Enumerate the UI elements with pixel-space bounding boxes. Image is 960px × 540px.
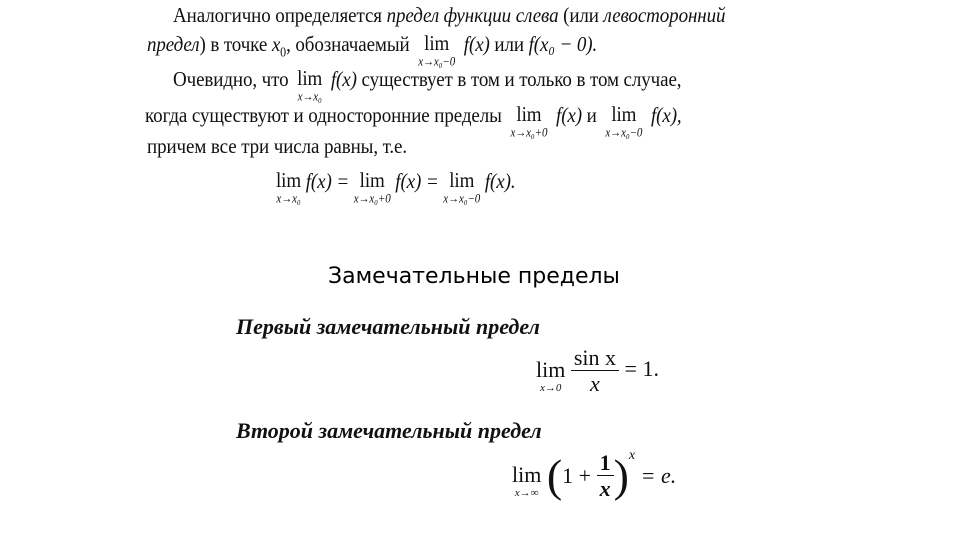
lim-left	[443, 170, 480, 206]
lim-word: lim	[536, 357, 566, 383]
lim	[512, 464, 541, 499]
second-limit-heading: Второй замечательный предел	[236, 418, 542, 443]
text: , обозначаемый	[286, 33, 410, 57]
math-fx0: f(x₀ − 0).	[528, 33, 598, 57]
numerator: sin x	[571, 345, 619, 371]
math-fx: f(x) =	[395, 170, 439, 194]
lim-right	[510, 104, 547, 140]
math-fx: f(x)	[463, 33, 490, 57]
text: ) в точке	[199, 33, 272, 57]
slide-title: Замечательные пределы	[328, 264, 620, 289]
fraction	[571, 345, 619, 397]
text: Очевидно, что	[173, 68, 289, 92]
exponent: x	[628, 448, 636, 463]
rhs: = 1.	[624, 355, 659, 381]
lim-sub: x→x₀+0	[510, 126, 548, 140]
lim-sub: x→x₀−0	[418, 55, 456, 69]
text: когда существуют и односторонние пределы	[145, 104, 502, 128]
math-fx: f(x),	[650, 104, 682, 128]
lim-two-sided	[297, 68, 322, 104]
text: и	[586, 104, 597, 128]
denominator: x	[590, 371, 600, 397]
text: существует в том и только в том случае,	[361, 68, 682, 92]
lim-sub: x→x₀−0	[443, 192, 481, 206]
first-limit-heading: Первый замечательный предел	[236, 314, 540, 339]
text: или	[489, 33, 529, 57]
term-left-limit: предел функции слева	[386, 4, 559, 28]
text: Аналогично определяется	[173, 4, 387, 28]
p2-line1	[173, 68, 681, 104]
lim-left	[605, 104, 642, 140]
one-plus: 1 +	[562, 462, 592, 488]
math-x: x	[271, 33, 281, 57]
p2-equation	[276, 170, 515, 206]
lim-word: lim	[512, 462, 542, 488]
math-fx: f(x)	[330, 68, 357, 92]
first-limit-formula	[536, 345, 659, 397]
p1-line1	[173, 4, 725, 29]
lim-sub: x→x₀−0	[605, 126, 643, 140]
term-left-sided: левосторонний	[603, 4, 726, 28]
right-paren: )	[613, 449, 629, 501]
numerator: 1	[597, 450, 614, 476]
lim-word: lim	[424, 31, 450, 56]
lim-sub: x→x₀+0	[353, 192, 391, 206]
lim-word: lim	[276, 168, 302, 193]
lim-sub: x→0	[539, 382, 562, 395]
text: (или	[558, 4, 604, 28]
lim-word: lim	[297, 66, 323, 91]
lim	[536, 359, 565, 394]
lim-left	[418, 33, 455, 69]
left-paren: (	[546, 449, 563, 501]
lim-right	[354, 170, 391, 206]
second-limit-formula	[512, 448, 676, 502]
lim-word: lim	[516, 102, 542, 127]
math-fx: f(x)	[556, 104, 582, 128]
math-fx: f(x) =	[305, 170, 350, 194]
p1-line2	[147, 33, 597, 69]
term-limit: предел	[147, 33, 200, 57]
lim-two-sided	[276, 170, 301, 206]
lim-word: lim	[611, 102, 637, 127]
math-sub: 0	[280, 43, 287, 60]
p2-line3: причем все три числа равны, т.е.	[147, 135, 408, 159]
lim-word: lim	[449, 168, 475, 193]
fraction	[597, 450, 614, 502]
lim-sub: x→x₀	[297, 90, 322, 104]
math-fx: f(x).	[484, 170, 516, 194]
lim-sub: x→x₀	[276, 192, 301, 206]
rhs: = e.	[640, 462, 677, 488]
lim-sub: x→∞	[514, 487, 539, 500]
denominator: x	[599, 476, 611, 502]
lim-word: lim	[359, 168, 385, 193]
